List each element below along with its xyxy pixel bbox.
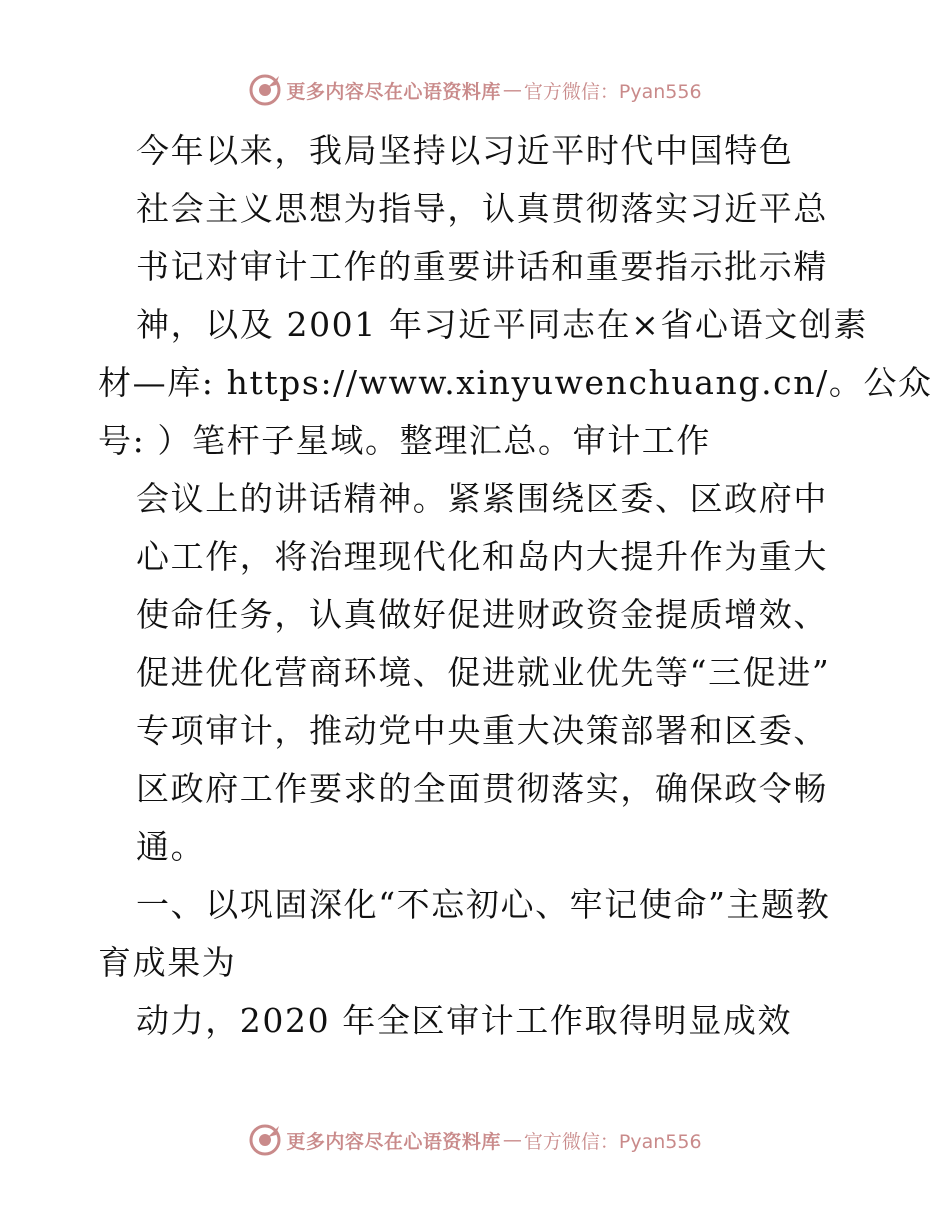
text-line: 神，以及 2001 年习近平同志在×省心语文创素 bbox=[136, 305, 869, 344]
text-line: 专项审计，推动党中央重大决策部署和区委、 bbox=[136, 711, 828, 750]
watermark-wechat: 官方微信：Pyan556 bbox=[523, 1130, 702, 1153]
text-line: 今年以来，我局坚持以习近平时代中国特色 bbox=[136, 131, 794, 170]
watermark-text: 更多内容尽在心语资料库 bbox=[286, 1130, 501, 1153]
text-line: 心工作，将治理现代化和岛内大提升作为重大 bbox=[136, 537, 828, 576]
text-line: 材—库: https://www.xinyuwenchuang.cn/。公众 bbox=[98, 363, 933, 402]
text-line: 号: ）笔杆子星域。整理汇总。审计工作 bbox=[98, 421, 712, 460]
text-line: 书记对审计工作的重要讲话和重要指示批示精 bbox=[136, 247, 828, 286]
text-line: 会议上的讲话精神。紧紧围绕区委、区政府中 bbox=[136, 479, 828, 518]
text-line: 社会主义思想为指导，认真贯彻落实习近平总 bbox=[136, 189, 828, 228]
quill-logo-icon bbox=[248, 1123, 282, 1157]
watermark-dash: — bbox=[502, 79, 522, 101]
text-line: 使命任务，认真做好促进财政资金提质增效、 bbox=[136, 595, 828, 634]
text-line: 通。 bbox=[136, 827, 206, 866]
text-line: 区政府工作要求的全面贯彻落实，确保政令畅 bbox=[136, 769, 828, 808]
text-line: 动力，2020 年全区审计工作取得明显成效 bbox=[136, 1001, 793, 1040]
header-watermark bbox=[0, 72, 950, 108]
section-heading: 一、以巩固深化“不忘初心、牢记使命”主题教 bbox=[136, 885, 831, 924]
watermark-wechat: 官方微信：Pyan556 bbox=[523, 80, 702, 103]
section-heading-cont: 育成果为 bbox=[98, 943, 237, 982]
footer-watermark bbox=[0, 1122, 950, 1158]
watermark-text: 更多内容尽在心语资料库 bbox=[286, 80, 501, 103]
text-line: 促进优化营商环境、促进就业优先等“三促进” bbox=[136, 653, 831, 692]
watermark-dash: — bbox=[502, 1129, 522, 1151]
quill-logo-icon bbox=[248, 73, 282, 107]
